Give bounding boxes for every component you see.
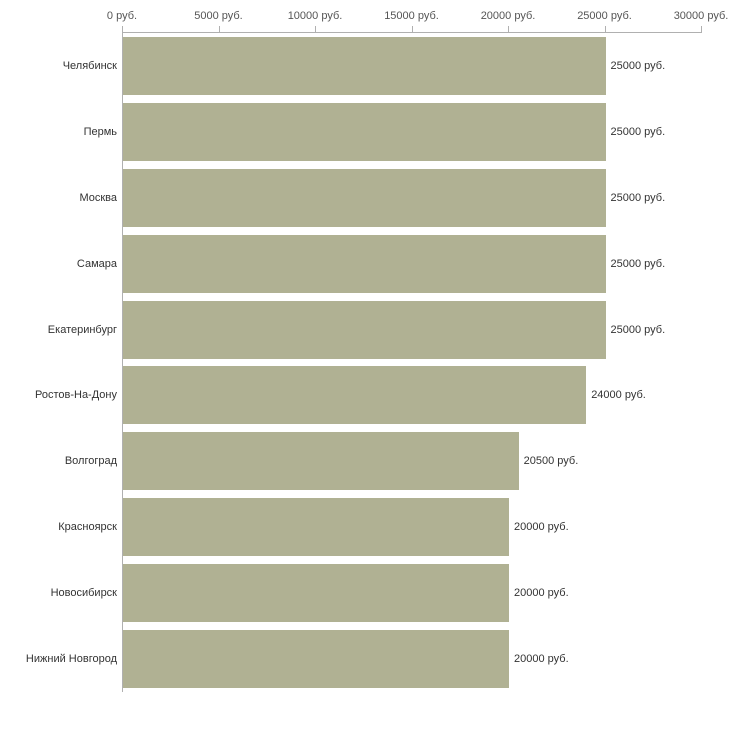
bar-value-label: 25000 руб. [610, 323, 666, 336]
category-label: Нижний Новгород [25, 652, 117, 665]
category-label: Самара [76, 257, 117, 270]
bar-value-label: 20000 руб. [514, 521, 569, 534]
bar[interactable] [123, 498, 509, 556]
bar-value-label: 24000 руб. [591, 389, 646, 402]
bar-value-label: 20000 руб. [514, 587, 569, 600]
chart-row [79, 165, 702, 231]
x-tick-label: 5000 руб. [194, 10, 243, 22]
bar-value-label: 25000 руб. [610, 191, 666, 204]
chart-row [64, 428, 702, 494]
chart-row [58, 494, 702, 560]
bar-value-label: 25000 руб. [610, 257, 666, 270]
bar[interactable] [123, 103, 606, 161]
chart-row [76, 231, 702, 297]
x-tick-mark [605, 26, 606, 32]
x-tick-label: 10000 руб. [287, 10, 343, 22]
bar-value-label: 25000 руб. [610, 59, 666, 72]
x-tick-label: 30000 руб. [673, 10, 729, 22]
category-label: Красноярск [58, 521, 117, 534]
category-label: Екатеринбург [47, 323, 117, 336]
x-tick-mark [412, 26, 413, 32]
x-tick-mark [122, 26, 123, 32]
x-tick-label: 20000 руб. [480, 10, 536, 22]
category-label: Волгоград [64, 455, 117, 468]
bar-value-label: 20000 руб. [514, 652, 569, 665]
x-tick-mark [219, 26, 220, 32]
x-tick-mark [315, 26, 316, 32]
chart-row [25, 626, 702, 692]
bar[interactable] [123, 37, 606, 95]
chart-row [83, 99, 702, 165]
bar[interactable] [123, 630, 509, 688]
chart-row [34, 362, 702, 428]
bar[interactable] [123, 432, 519, 490]
bar[interactable] [123, 564, 509, 622]
chart-row [50, 560, 702, 626]
chart-row [62, 33, 702, 99]
bar-value-label: 20500 руб. [523, 455, 579, 468]
category-label: Пермь [83, 125, 117, 138]
x-tick-mark [701, 26, 702, 32]
x-tick-label: 15000 руб. [384, 10, 439, 22]
category-label: Челябинск [62, 59, 117, 72]
x-tick-mark [508, 26, 509, 32]
bar[interactable] [123, 366, 586, 424]
bar-value-label: 25000 руб. [610, 125, 666, 138]
category-label: Новосибирск [50, 587, 117, 600]
bar[interactable] [123, 301, 606, 359]
bar[interactable] [123, 235, 606, 293]
category-label: Ростов-На-Дону [34, 389, 117, 402]
x-tick-label: 0 руб. [106, 10, 138, 22]
x-tick-label: 25000 руб. [577, 10, 632, 22]
category-label: Москва [79, 191, 117, 204]
chart-row [47, 297, 702, 363]
bar[interactable] [123, 169, 606, 227]
plot-area [25, 33, 702, 692]
